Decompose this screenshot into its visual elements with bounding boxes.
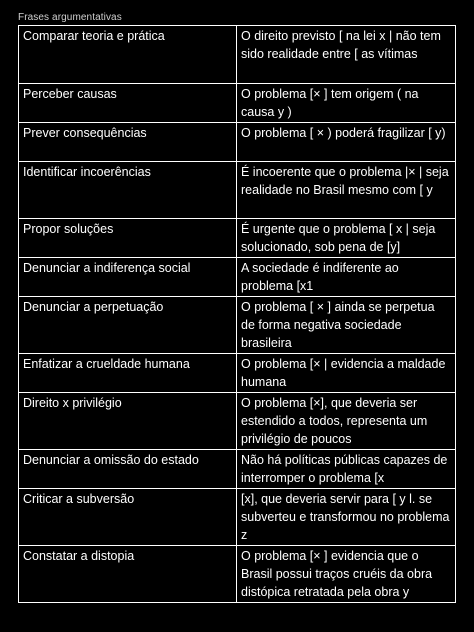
phrase-cell: É incoerente que o problema |× | seja realidade no Brasil mesmo com [ y	[237, 162, 456, 219]
phrase-cell: A sociedade é indiferente ao problema [x1	[237, 258, 456, 297]
goal-cell: Denunciar a indiferença social	[19, 258, 237, 297]
goal-cell: Constatar a distopia	[19, 546, 237, 603]
document-title: Frases argumentativas	[18, 12, 122, 23]
goal-cell: Denunciar a perpetuação	[19, 297, 237, 354]
goal-cell: Identificar incoerências	[19, 162, 237, 219]
table-row	[19, 26, 456, 84]
phrase-cell: Não há políticas públicas capazes de interromper o problema [x	[237, 450, 456, 489]
table-row	[19, 297, 456, 354]
goal-cell: Enfatizar a crueldade humana	[19, 354, 237, 393]
table-row	[19, 489, 456, 546]
goal-cell: Comparar teoria e prática	[19, 26, 237, 84]
goal-cell: Direito x privilégio	[19, 393, 237, 450]
goal-cell: Prever consequências	[19, 123, 237, 162]
phrase-cell: É urgente que o problema [ x | seja solucionado, sob pena de [y]	[237, 219, 456, 258]
phrase-cell: [x], que deveria servir para [ y l. se subverteu e transformou no problema z	[237, 489, 456, 546]
table-row	[19, 84, 456, 123]
phrase-cell: O problema [ × ] ainda se perpetua de forma negativa sociedade brasileira	[237, 297, 456, 354]
table-row	[19, 546, 456, 603]
phrase-cell: O problema [×], que deveria ser estendido a todos, representa um privilégio de poucos	[237, 393, 456, 450]
phrase-cell: O direito previsto [ na lei x | não tem sido realidade entre [ as vítimas	[237, 26, 456, 84]
phrase-cell: O problema [× ] tem origem ( na causa y )	[237, 84, 456, 123]
goal-cell: Denunciar a omissão do estado	[19, 450, 237, 489]
table-row	[19, 450, 456, 489]
table-row	[19, 123, 456, 162]
phrase-cell: O problema [ × ) poderá fragilizar [ y)	[237, 123, 456, 162]
phrase-cell: O problema [× | evidencia a maldade humana	[237, 354, 456, 393]
argumentative-phrases-table	[18, 25, 456, 603]
goal-cell: Perceber causas	[19, 84, 237, 123]
table-row	[19, 162, 456, 219]
table-row	[19, 219, 456, 258]
table-row	[19, 393, 456, 450]
table-row	[19, 258, 456, 297]
table-row	[19, 354, 456, 393]
phrase-cell: O problema [× ] evidencia que o Brasil possui traços cruéis da obra distópica retratada pela obra y	[237, 546, 456, 603]
goal-cell: Criticar a subversão	[19, 489, 237, 546]
goal-cell: Propor soluções	[19, 219, 237, 258]
